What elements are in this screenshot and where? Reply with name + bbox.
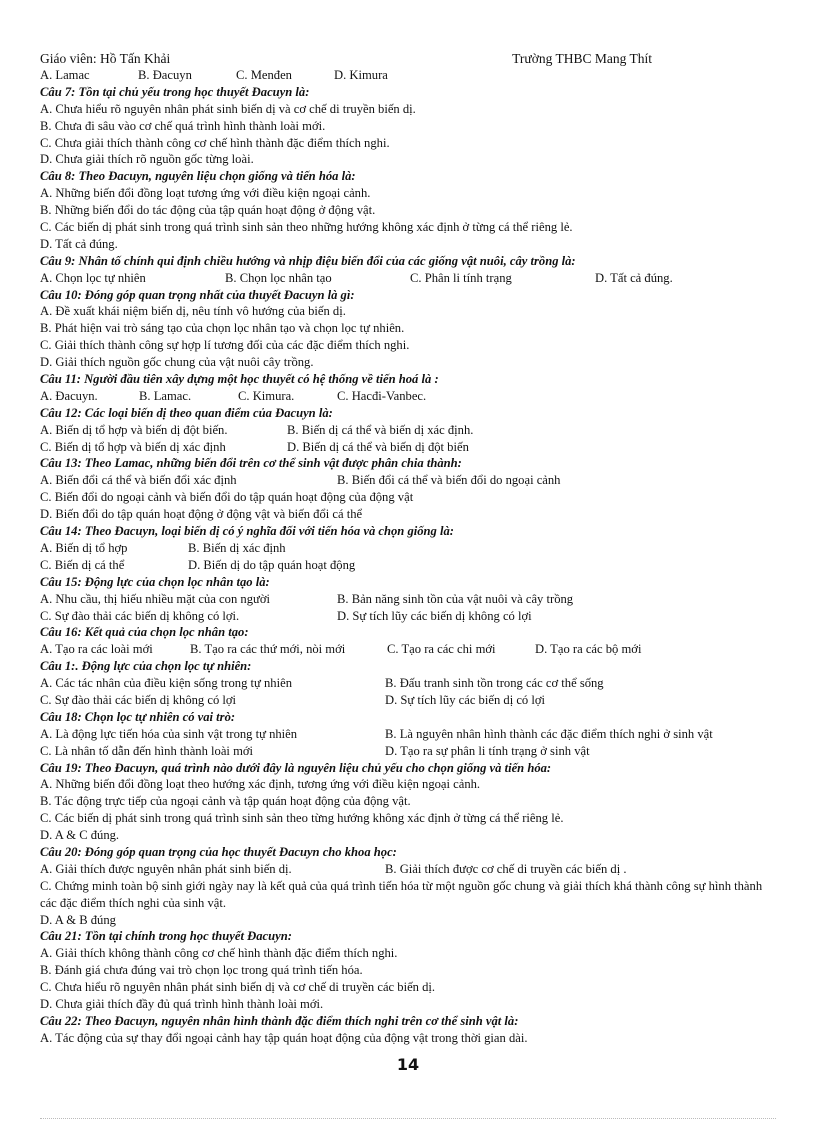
option: A. Biến dị tổ hợp và biến dị đột biến. [40, 422, 228, 437]
option: D. Tạo ra sự phân li tính trạng ở sinh vật [385, 743, 590, 758]
option: B. Bản năng sinh tồn của vật nuôi và cây trồng [337, 591, 574, 606]
option: A. Đề xuất khái niệm biến dị, nêu tính vô hướng của biến dị. [40, 304, 346, 319]
teacher-name: Giáo viên: Hồ Tấn Khải [40, 51, 171, 66]
option: C. Phân li tính trạng [410, 270, 512, 285]
option: C. Chưa giải thích thành công cơ chế hình thành đặc điểm thích nghi. [40, 135, 390, 150]
question-title: Câu 16: Kết quả của chọn lọc nhân tạo: [40, 625, 249, 640]
option: D. Biến đổi do tập quán hoạt động ở động vật và biến đổi cá thể [40, 507, 363, 522]
option: C. Hacđi-Vanbec. [337, 388, 427, 403]
option: C. Các biến dị phát sinh trong quá trình sinh sản theo những hướng không xác định ở từng cá thể riêng lẻ. [40, 220, 573, 235]
option: C. Là nhân tố dẫn đến hình thành loài mới [40, 743, 254, 758]
option: D. Giải thích nguồn gốc chung của vật nuôi cây trồng. [40, 355, 314, 370]
option: A. Những biến đổi đồng loạt theo hướng xác định, tương ứng với điều kiện ngoại cảnh. [40, 777, 481, 792]
option: D. Tạo ra các bộ mới [535, 642, 642, 657]
option: D. Sự tích lũy các biến dị không có lợi [337, 608, 532, 623]
option: C. Chứng minh toàn bộ sinh giới ngày nay là kết quả của quá trình tiến hóa từ một nguồn gốc chung và giải thích khá thành công sự hình thành các đặc điểm thích nghi của sinh vật. [40, 878, 763, 910]
option: D. Tất cả đúng. [40, 236, 118, 251]
q17-options-row2 [40, 692, 780, 709]
document-page [40, 50, 780, 1047]
q6-options [40, 67, 780, 84]
option: B. Giải thích được cơ chế di truyền các biến dị . [385, 861, 627, 876]
option: A. Chọn lọc tự nhiên [40, 270, 146, 285]
footer-divider [40, 1118, 776, 1119]
option: C. Biến dị cá thể [40, 557, 125, 572]
option: C. Chưa hiểu rõ nguyên nhân phát sinh biến dị và cơ chế di truyền các biến dị. [40, 980, 436, 995]
question-title: Câu 13: Theo Lamac, những biến đổi trên cơ thể sinh vật được phân chia thành: [40, 456, 462, 471]
q18-options-row2 [40, 743, 780, 760]
question-title: Câu 7: Tồn tại chủ yếu trong học thuyết Đacuyn là: [40, 84, 310, 99]
q12-options-row2 [40, 439, 780, 456]
q16-options [40, 641, 780, 658]
question-title: Câu 12: Các loại biến dị theo quan điểm của Đacuyn là: [40, 405, 333, 420]
question-title: Câu 18: Chọn lọc tự nhiên có vai trò: [40, 709, 236, 724]
option: C. Các biến dị phát sinh trong quá trình sinh sản theo từng hướng không xác định ở từng cá thể riêng lẻ. [40, 811, 564, 826]
option: D. Biến dị cá thể và biến dị đột biến [287, 439, 469, 454]
option: D. Kimura [334, 68, 388, 82]
question-title: Câu 9: Nhân tố chính qui định chiều hướng và nhịp điệu biến đổi của các giống vật nuôi, cây trồng là: [40, 253, 576, 268]
option: D. Sự tích lũy các biến dị có lợi [385, 692, 546, 707]
option: A. Các tác nhân của điều kiện sống trong tự nhiên [40, 676, 292, 691]
option: D. A & C đúng. [40, 828, 120, 843]
option: A. Biến đổi cá thể và biến đổi xác định [40, 473, 237, 488]
option: D. Tất cả đúng. [595, 270, 673, 285]
option: C. Tạo ra các chi mới [387, 642, 496, 657]
question-title: Câu 22: Theo Đacuyn, nguyên nhân hình thành đặc điểm thích nghi trên cơ thể sinh vật là: [40, 1013, 519, 1028]
option: C. Biến đổi do ngoại cảnh và biến đổi do tập quán hoạt động của động vật [40, 490, 414, 505]
option: A. Giải thích không thành công cơ chế hình thành đặc điểm thích nghi. [40, 946, 398, 961]
option: B. Đánh giá chưa đúng vai trò chọn lọc trong quá trình tiến hóa. [40, 963, 363, 978]
option: A. Tạo ra các loài mới [40, 642, 153, 657]
q12-options-row1 [40, 422, 780, 439]
q9-options [40, 270, 780, 287]
question-title: Câu 10: Đóng góp quan trọng nhất của thuyết Đacuyn là gì: [40, 287, 355, 302]
page-number: 14 [396, 1055, 420, 1074]
q13-options-row1 [40, 472, 780, 489]
q20-options-row1 [40, 861, 780, 878]
option: B. Phát hiện vai trò sáng tạo của chọn lọc nhân tạo và chọn lọc tự nhiên. [40, 321, 405, 336]
option: C. Menđen [236, 68, 292, 82]
option: B. Đấu tranh sinh tồn trong các cơ thể sống [385, 676, 604, 691]
option: A. Chưa hiểu rõ nguyên nhân phát sinh biến dị và cơ chế di truyền biến dị. [40, 101, 416, 116]
question-title: Câu 14: Theo Đacuyn, loại biến dị có ý nghĩa đối với tiến hóa và chọn giống là: [40, 524, 454, 539]
option: A. Tác động của sự thay đổi ngoại cảnh hay tập quán hoạt động của động vật trong thời gian dài. [40, 1030, 528, 1045]
question-title: Câu 11: Người đầu tiên xây dựng một học thuyết có hệ thống về tiến hoá là : [40, 372, 439, 387]
option: B. Chưa đi sâu vào cơ chế quá trình hình thành loài mới. [40, 118, 326, 133]
option: B. Lamac. [139, 388, 192, 403]
page-header [40, 50, 780, 67]
q15-options-row1 [40, 591, 780, 608]
option: D. A & B đúng [40, 912, 116, 927]
question-title: Câu 8: Theo Đacuyn, nguyên liệu chọn giống và tiến hóa là: [40, 169, 356, 184]
option: B. Chọn lọc nhân tạo [225, 270, 332, 285]
option: D. Chưa giải thích rõ nguồn gốc từng loài. [40, 152, 254, 167]
option: A. Giải thích được nguyên nhân phát sinh biến dị. [40, 861, 292, 876]
option: B. Biến dị cá thể và biến dị xác định. [287, 422, 474, 437]
option: A. Biến dị tổ hợp [40, 540, 128, 555]
question-title: Câu 20: Đóng góp quan trọng của học thuyết Đacuyn cho khoa học: [40, 844, 397, 859]
q17-options-row1 [40, 675, 780, 692]
q14-options-row1 [40, 540, 780, 557]
option: A. Những biến đổi đồng loạt tương ứng với điều kiện ngoại cảnh. [40, 186, 371, 201]
option: B. Tác động trực tiếp của ngoại cảnh và tập quán hoạt động của động vật. [40, 794, 411, 809]
option: C. Sự đào thải các biến dị không có lợi. [40, 608, 240, 623]
option: C. Giải thích thành công sự hợp lí tương đối của các đặc điểm thích nghi. [40, 338, 410, 353]
option: A. Lamac [40, 68, 90, 82]
option: B. Đacuyn [138, 68, 192, 82]
option: D. Biến dị do tập quán hoạt động [188, 557, 356, 572]
option: B. Biến dị xác định [188, 540, 286, 555]
option: D. Chưa giải thích đầy đủ quá trình hình thành loài mới. [40, 997, 324, 1012]
option: C. Kimura. [238, 388, 295, 403]
option: B. Biến đổi cá thể và biến đổi do ngoại cảnh [337, 473, 561, 488]
option: A. Đacuyn. [40, 388, 98, 403]
option: C. Biến dị tổ hợp và biến dị xác định [40, 439, 226, 454]
question-title: Câu 15: Động lực của chọn lọc nhân tạo là: [40, 574, 270, 589]
question-title: Câu 21: Tồn tại chính trong học thuyết Đacuyn: [40, 929, 292, 944]
q11-options [40, 388, 780, 405]
question-title: Câu 1:. Động lực của chọn lọc tự nhiên: [40, 659, 252, 674]
option: B. Tạo ra các thứ mới, nòi mới [190, 642, 346, 657]
school-name: Trường THBC Mang Thít [512, 51, 652, 66]
q14-options-row2 [40, 557, 780, 574]
option: A. Là động lực tiến hóa của sinh vật trong tự nhiên [40, 726, 298, 741]
q15-options-row2 [40, 608, 780, 625]
option: B. Là nguyên nhân hình thành các đặc điểm thích nghi ở sinh vật [385, 726, 713, 741]
q18-options-row1 [40, 726, 780, 743]
option: C. Sự đào thải các biến dị không có lợi [40, 692, 237, 707]
option: A. Nhu cầu, thị hiếu nhiều mặt của con người [40, 591, 270, 606]
question-title: Câu 19: Theo Đacuyn, quá trình nào dưới đây là nguyên liệu chủ yếu cho chọn giống và tiến hóa: [40, 760, 552, 775]
option: B. Những biến đổi do tác động của tập quán hoạt động ở động vật. [40, 203, 376, 218]
